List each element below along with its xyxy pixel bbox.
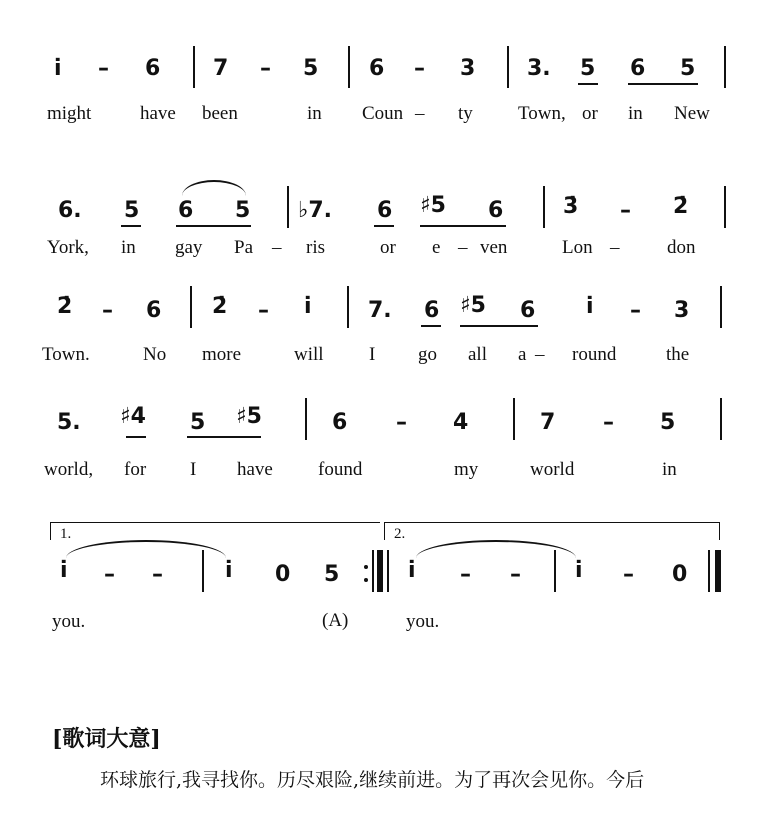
dash: – <box>414 56 425 81</box>
lyric: No <box>143 344 167 365</box>
note: 6 <box>424 298 440 323</box>
note: 3. <box>527 56 551 81</box>
dash: – <box>396 410 407 435</box>
dash: – <box>104 562 115 587</box>
lyric: – <box>610 237 620 258</box>
dash: – <box>603 410 614 435</box>
dash: – <box>98 56 109 81</box>
section-annotation: (A) <box>322 610 349 631</box>
lyric: you. <box>406 611 440 632</box>
lyric: York, <box>47 237 89 258</box>
note: 3̇ <box>563 194 579 219</box>
note: 6 <box>178 198 194 223</box>
note: 5 <box>324 562 340 587</box>
lyric: Coun <box>362 103 404 124</box>
lyric: e <box>432 237 441 258</box>
note: 2̇ <box>673 194 689 219</box>
dash: – <box>152 562 163 587</box>
lyric: – <box>415 103 425 124</box>
lyric: ris <box>306 237 325 258</box>
lyric: – <box>272 237 282 258</box>
dash: – <box>510 562 521 587</box>
lyric: for <box>124 459 147 480</box>
lyric: might <box>47 103 92 124</box>
lyric: New <box>674 103 710 124</box>
dash: – <box>460 562 471 587</box>
lyric: don <box>667 237 696 258</box>
note: ♯4 <box>120 404 146 429</box>
note: 5 <box>235 198 251 223</box>
note: 6 <box>377 198 393 223</box>
note: 7 <box>213 56 229 81</box>
note: 7 <box>540 410 556 435</box>
note: 5 <box>680 56 696 81</box>
note: 3 <box>674 298 690 323</box>
note: 6. <box>58 198 82 223</box>
lyrics-meaning-heading: [歌词大意] <box>52 726 161 752</box>
lyric: world, <box>44 459 94 480</box>
note: i̇ <box>60 558 68 583</box>
lyric: Town. <box>42 344 90 365</box>
note: 7. <box>368 298 392 323</box>
lyric: all <box>468 344 487 365</box>
lyric: a <box>518 344 527 365</box>
note: i̇ <box>575 558 583 583</box>
note: i̇ <box>586 294 594 319</box>
lyric: – <box>535 344 545 365</box>
dash: – <box>630 298 641 323</box>
lyric: gay <box>175 237 203 258</box>
note: 3 <box>460 56 476 81</box>
lyric: in <box>307 103 322 124</box>
note: i̇ <box>225 558 233 583</box>
note: 5 <box>580 56 596 81</box>
note: 5 <box>190 410 206 435</box>
note: i̇ <box>54 56 62 81</box>
lyric: Lon <box>562 237 593 258</box>
note: 4 <box>453 410 469 435</box>
note: 6 <box>332 410 348 435</box>
lyric: more <box>202 344 242 365</box>
dash: – <box>258 298 269 323</box>
dash: – <box>260 56 271 81</box>
lyric: ty <box>458 103 473 124</box>
note: 6 <box>146 298 162 323</box>
lyric: go <box>418 344 437 365</box>
lyric: – <box>458 237 468 258</box>
dash: – <box>620 198 631 223</box>
note: 2̇ <box>57 294 73 319</box>
dash: – <box>623 562 634 587</box>
lyric: round <box>572 344 617 365</box>
note: 5 <box>303 56 319 81</box>
lyrics-meaning-text: 环球旅行,我寻找你。历尽艰险,继续前进。为了再次会见你。今后 <box>100 769 645 791</box>
volta-2-label: 2. <box>394 526 406 542</box>
lyric: or <box>582 103 598 124</box>
note: 5 <box>660 410 676 435</box>
lyric: have <box>140 103 176 124</box>
note: 6 <box>630 56 646 81</box>
note: ♭7. <box>298 198 333 223</box>
note: 6 <box>520 298 536 323</box>
note: 0 <box>275 562 291 587</box>
note: 6 <box>369 56 385 81</box>
lyric: my <box>454 459 479 480</box>
note: i̇ <box>408 558 416 583</box>
lyric: found <box>318 459 363 480</box>
lyric: ven <box>480 237 508 258</box>
lyric: been <box>202 103 238 124</box>
note: 5 <box>124 198 140 223</box>
lyric: I <box>190 459 197 480</box>
note: ♯5 <box>460 293 486 318</box>
lyric: the <box>666 344 690 365</box>
note: 2̇ <box>212 294 228 319</box>
lyric: Pa <box>234 237 253 258</box>
note: 6 <box>145 56 161 81</box>
note: i̇ <box>304 294 312 319</box>
lyric: world <box>530 459 575 480</box>
lyric: have <box>237 459 273 480</box>
volta-1-label: 1. <box>60 526 72 542</box>
note: ♯5 <box>420 193 446 218</box>
note: 0 <box>672 562 688 587</box>
lyric: you. <box>52 611 86 632</box>
lyric: or <box>380 237 396 258</box>
note: 5. <box>57 410 81 435</box>
note: 6 <box>488 198 504 223</box>
lyric: will <box>294 344 324 365</box>
lyric: in <box>628 103 643 124</box>
lyric: in <box>121 237 136 258</box>
lyric: Town, <box>518 103 566 124</box>
dash: – <box>102 298 113 323</box>
lyric: I <box>369 344 376 365</box>
note: ♯5 <box>236 404 262 429</box>
lyric: in <box>662 459 677 480</box>
